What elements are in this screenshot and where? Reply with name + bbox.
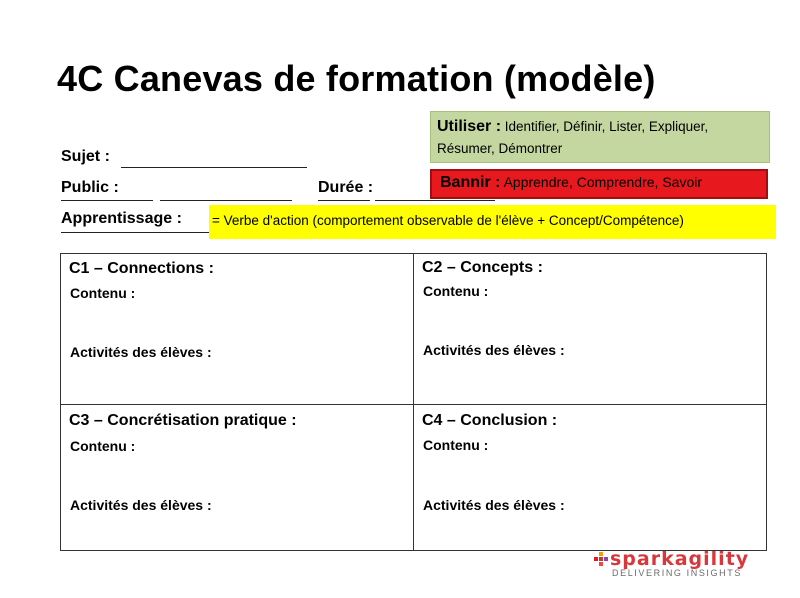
- grid-vertical-divider: [413, 253, 414, 551]
- public-label: Public :: [61, 179, 119, 196]
- duree-line-1[interactable]: [318, 200, 370, 201]
- c4-contenu-label: Contenu :: [423, 437, 489, 453]
- public-line-2[interactable]: [160, 200, 292, 201]
- logo-tagline: DELIVERING INSIGHTS: [612, 568, 742, 578]
- public-line-1[interactable]: [61, 200, 153, 201]
- page-title: 4C Canevas de formation (modèle): [57, 58, 656, 99]
- c1-title: C1 – Connections :: [69, 260, 214, 277]
- utiliser-text-2: Résumer, Démontrer: [437, 141, 563, 156]
- c4-activites-label: Activités des élèves :: [423, 497, 565, 513]
- grid-horizontal-divider: [60, 404, 767, 405]
- duree-line-2[interactable]: [375, 200, 495, 201]
- logo-mark-icon: [594, 552, 608, 566]
- c2-contenu-label: Contenu :: [423, 283, 489, 299]
- c2-activites-label: Activités des élèves :: [423, 342, 565, 358]
- sparkagility-logo: [594, 548, 754, 580]
- utiliser-text: Identifier, Définir, Lister, Expliquer,: [501, 119, 709, 134]
- utiliser-box: [430, 111, 770, 163]
- bannir-text: Apprendre, Comprendre, Savoir: [500, 174, 703, 190]
- c2-title: C2 – Concepts :: [422, 259, 543, 276]
- verbe-action-box: = Verbe d'action (comportement observable de l'élève + Concept/Compétence): [209, 205, 776, 239]
- c1-activites-label: Activités des élèves :: [70, 344, 212, 360]
- c3-title: C3 – Concrétisation pratique :: [69, 412, 297, 429]
- apprentissage-label: Apprentissage :: [61, 210, 182, 227]
- sujet-label: Sujet :: [61, 148, 110, 165]
- bannir-lead: Bannir :: [440, 174, 501, 191]
- c1-contenu-label: Contenu :: [70, 285, 136, 301]
- utiliser-lead: Utiliser :: [437, 118, 502, 135]
- apprentissage-line[interactable]: [61, 232, 211, 233]
- c3-activites-label: Activités des élèves :: [70, 497, 212, 513]
- c4-title: C4 – Conclusion :: [422, 412, 558, 429]
- duree-label: Durée :: [318, 179, 374, 196]
- sujet-line[interactable]: [121, 167, 307, 168]
- logo-wordmark: sparkagility: [610, 548, 750, 570]
- c3-contenu-label: Contenu :: [70, 438, 136, 454]
- bannir-box: [430, 169, 768, 199]
